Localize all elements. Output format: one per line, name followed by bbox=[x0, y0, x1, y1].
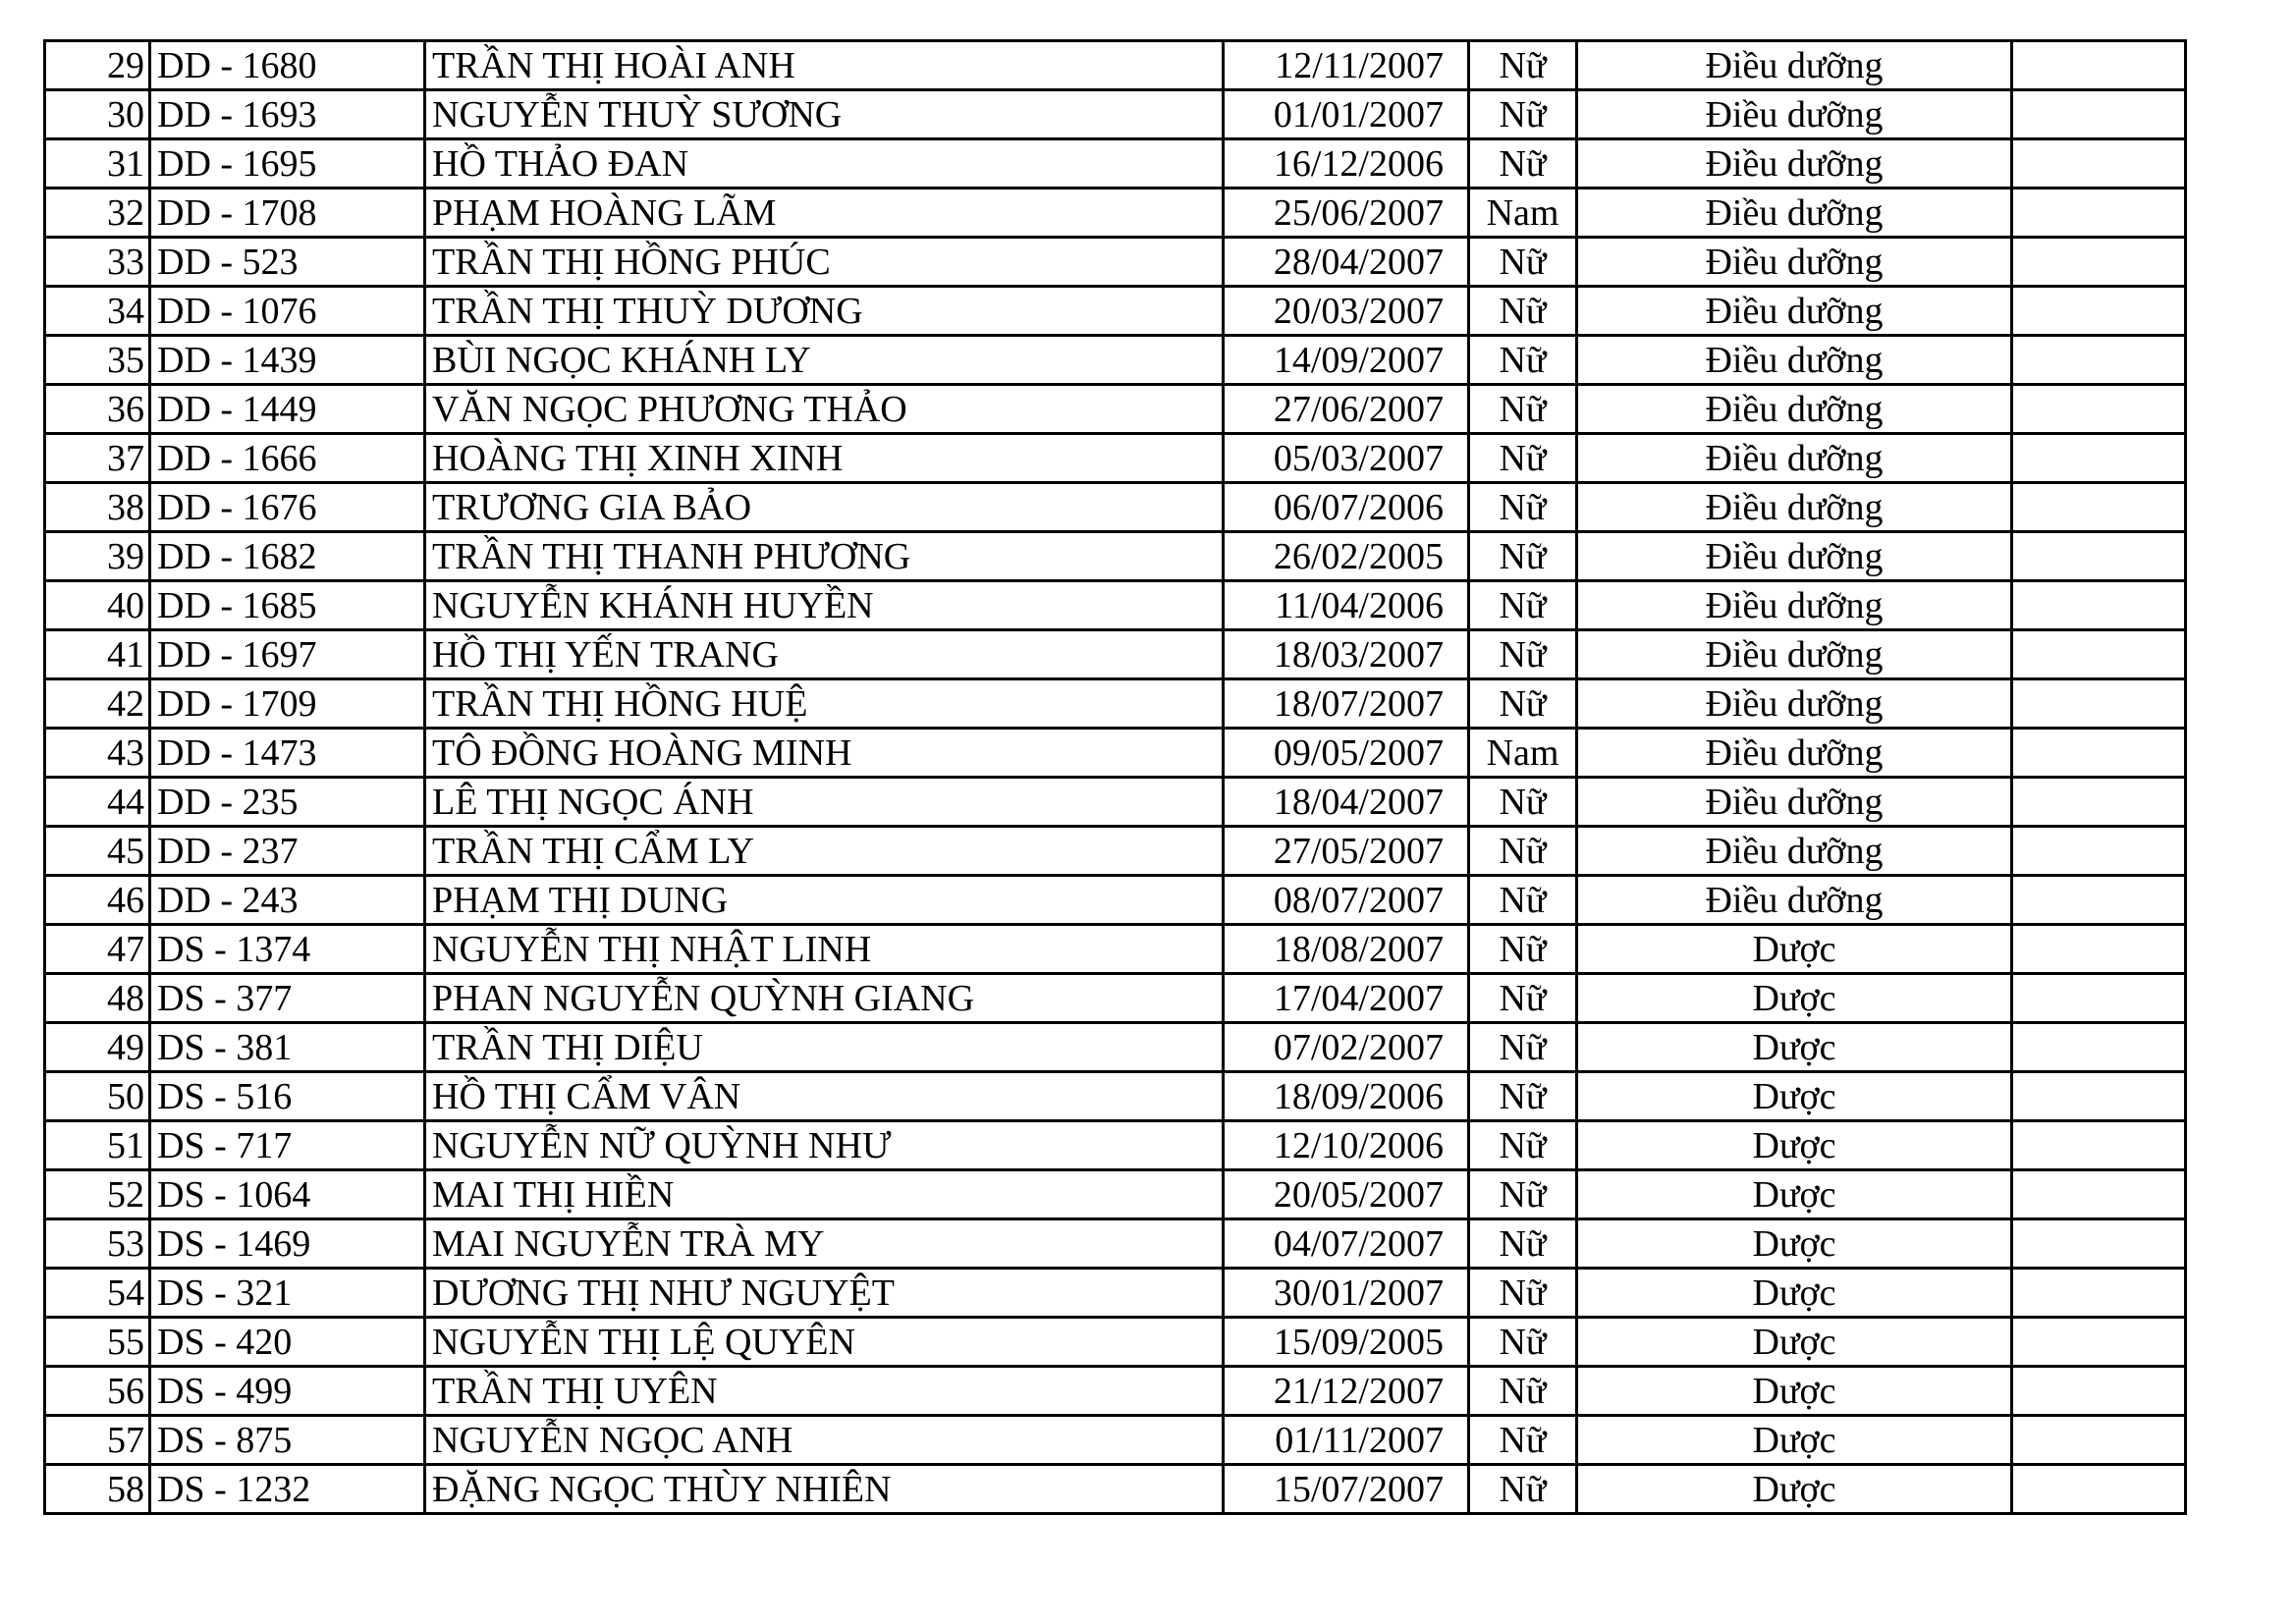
major-cell: Điều dưỡng bbox=[1577, 876, 2012, 925]
gender-cell: Nữ bbox=[1469, 1121, 1577, 1170]
student-name-cell: TÔ ĐỒNG HOÀNG MINH bbox=[425, 729, 1224, 778]
note-cell bbox=[2012, 139, 2186, 189]
student-name-cell: LÊ THỊ NGỌC ÁNH bbox=[425, 778, 1224, 827]
note-cell bbox=[2012, 1465, 2186, 1514]
student-name-cell: TRẦN THỊ HỒNG HUỆ bbox=[425, 679, 1224, 729]
student-code-cell: DD - 1473 bbox=[150, 729, 425, 778]
major-cell: Điều dưỡng bbox=[1577, 630, 2012, 679]
table-row bbox=[45, 974, 2186, 1023]
student-name-cell: BÙI NGỌC KHÁNH LY bbox=[425, 336, 1224, 385]
row-number-cell: 45 bbox=[45, 827, 150, 876]
student-code-cell: DD - 243 bbox=[150, 876, 425, 925]
student-code-cell: DS - 1232 bbox=[150, 1465, 425, 1514]
date-of-birth-cell: 15/09/2005 bbox=[1224, 1318, 1469, 1367]
table-row bbox=[45, 336, 2186, 385]
major-cell: Điều dưỡng bbox=[1577, 679, 2012, 729]
date-of-birth-cell: 12/11/2007 bbox=[1224, 41, 1469, 90]
date-of-birth-cell: 18/08/2007 bbox=[1224, 925, 1469, 974]
gender-cell: Nam bbox=[1469, 729, 1577, 778]
student-name-cell: TRẦN THỊ THUỲ DƯƠNG bbox=[425, 287, 1224, 336]
note-cell bbox=[2012, 581, 2186, 630]
student-name-cell: TRẦN THỊ CẨM LY bbox=[425, 827, 1224, 876]
date-of-birth-cell: 21/12/2007 bbox=[1224, 1367, 1469, 1416]
table-row bbox=[45, 630, 2186, 679]
note-cell bbox=[2012, 1416, 2186, 1465]
student-name-cell: PHẠM HOÀNG LÃM bbox=[425, 189, 1224, 238]
row-number-cell: 41 bbox=[45, 630, 150, 679]
major-cell: Dược bbox=[1577, 1072, 2012, 1121]
student-name-cell: NGUYỄN THỊ NHẬT LINH bbox=[425, 925, 1224, 974]
major-cell: Điều dưỡng bbox=[1577, 287, 2012, 336]
date-of-birth-cell: 27/06/2007 bbox=[1224, 385, 1469, 434]
note-cell bbox=[2012, 876, 2186, 925]
student-name-cell: DƯƠNG THỊ NHƯ NGUYỆT bbox=[425, 1269, 1224, 1318]
row-number-cell: 50 bbox=[45, 1072, 150, 1121]
row-number-cell: 46 bbox=[45, 876, 150, 925]
note-cell bbox=[2012, 827, 2186, 876]
major-cell: Điều dưỡng bbox=[1577, 827, 2012, 876]
gender-cell: Nữ bbox=[1469, 630, 1577, 679]
date-of-birth-cell: 01/01/2007 bbox=[1224, 90, 1469, 139]
major-cell: Dược bbox=[1577, 1269, 2012, 1318]
row-number-cell: 33 bbox=[45, 238, 150, 287]
major-cell: Điều dưỡng bbox=[1577, 434, 2012, 483]
major-cell: Điều dưỡng bbox=[1577, 41, 2012, 90]
row-number-cell: 36 bbox=[45, 385, 150, 434]
major-cell: Điều dưỡng bbox=[1577, 189, 2012, 238]
date-of-birth-cell: 06/07/2006 bbox=[1224, 483, 1469, 532]
table-row bbox=[45, 827, 2186, 876]
student-name-cell: TRẦN THỊ UYÊN bbox=[425, 1367, 1224, 1416]
note-cell bbox=[2012, 1170, 2186, 1219]
major-cell: Dược bbox=[1577, 1416, 2012, 1465]
major-cell: Dược bbox=[1577, 1367, 2012, 1416]
student-name-cell: HỒ THỊ CẨM VÂN bbox=[425, 1072, 1224, 1121]
note-cell bbox=[2012, 385, 2186, 434]
row-number-cell: 47 bbox=[45, 925, 150, 974]
table-row bbox=[45, 139, 2186, 189]
row-number-cell: 55 bbox=[45, 1318, 150, 1367]
date-of-birth-cell: 04/07/2007 bbox=[1224, 1219, 1469, 1269]
row-number-cell: 52 bbox=[45, 1170, 150, 1219]
gender-cell: Nữ bbox=[1469, 876, 1577, 925]
table-row bbox=[45, 238, 2186, 287]
gender-cell: Nữ bbox=[1469, 1023, 1577, 1072]
note-cell bbox=[2012, 1219, 2186, 1269]
student-code-cell: DS - 875 bbox=[150, 1416, 425, 1465]
gender-cell: Nữ bbox=[1469, 483, 1577, 532]
date-of-birth-cell: 18/04/2007 bbox=[1224, 778, 1469, 827]
note-cell bbox=[2012, 1121, 2186, 1170]
student-code-cell: DD - 1682 bbox=[150, 532, 425, 581]
major-cell: Dược bbox=[1577, 1318, 2012, 1367]
date-of-birth-cell: 14/09/2007 bbox=[1224, 336, 1469, 385]
note-cell bbox=[2012, 679, 2186, 729]
note-cell bbox=[2012, 1269, 2186, 1318]
date-of-birth-cell: 20/05/2007 bbox=[1224, 1170, 1469, 1219]
gender-cell: Nữ bbox=[1469, 90, 1577, 139]
student-code-cell: DD - 237 bbox=[150, 827, 425, 876]
student-name-cell: PHẠM THỊ DUNG bbox=[425, 876, 1224, 925]
row-number-cell: 53 bbox=[45, 1219, 150, 1269]
student-code-cell: DD - 1449 bbox=[150, 385, 425, 434]
major-cell: Điều dưỡng bbox=[1577, 729, 2012, 778]
student-name-cell: NGUYỄN NỮ QUỲNH NHƯ bbox=[425, 1121, 1224, 1170]
major-cell: Điều dưỡng bbox=[1577, 139, 2012, 189]
major-cell: Điều dưỡng bbox=[1577, 483, 2012, 532]
student-code-cell: DD - 1693 bbox=[150, 90, 425, 139]
row-number-cell: 57 bbox=[45, 1416, 150, 1465]
gender-cell: Nữ bbox=[1469, 41, 1577, 90]
table-row bbox=[45, 1072, 2186, 1121]
student-code-cell: DD - 235 bbox=[150, 778, 425, 827]
note-cell bbox=[2012, 1023, 2186, 1072]
student-code-cell: DS - 420 bbox=[150, 1318, 425, 1367]
student-code-cell: DS - 1469 bbox=[150, 1219, 425, 1269]
row-number-cell: 43 bbox=[45, 729, 150, 778]
table-row bbox=[45, 532, 2186, 581]
gender-cell: Nữ bbox=[1469, 287, 1577, 336]
table-row bbox=[45, 90, 2186, 139]
note-cell bbox=[2012, 238, 2186, 287]
date-of-birth-cell: 11/04/2006 bbox=[1224, 581, 1469, 630]
table-row bbox=[45, 1269, 2186, 1318]
date-of-birth-cell: 25/06/2007 bbox=[1224, 189, 1469, 238]
table-row bbox=[45, 1318, 2186, 1367]
date-of-birth-cell: 28/04/2007 bbox=[1224, 238, 1469, 287]
student-name-cell: TRẦN THỊ DIỆU bbox=[425, 1023, 1224, 1072]
row-number-cell: 30 bbox=[45, 90, 150, 139]
note-cell bbox=[2012, 729, 2186, 778]
student-code-cell: DS - 377 bbox=[150, 974, 425, 1023]
gender-cell: Nữ bbox=[1469, 238, 1577, 287]
student-name-cell: PHAN NGUYỄN QUỲNH GIANG bbox=[425, 974, 1224, 1023]
student-code-cell: DD - 1439 bbox=[150, 336, 425, 385]
gender-cell: Nữ bbox=[1469, 434, 1577, 483]
note-cell bbox=[2012, 483, 2186, 532]
student-code-cell: DD - 1709 bbox=[150, 679, 425, 729]
note-cell bbox=[2012, 532, 2186, 581]
student-name-cell: MAI NGUYỄN TRÀ MY bbox=[425, 1219, 1224, 1269]
gender-cell: Nữ bbox=[1469, 974, 1577, 1023]
date-of-birth-cell: 09/05/2007 bbox=[1224, 729, 1469, 778]
row-number-cell: 51 bbox=[45, 1121, 150, 1170]
date-of-birth-cell: 26/02/2005 bbox=[1224, 532, 1469, 581]
student-code-cell: DD - 1685 bbox=[150, 581, 425, 630]
row-number-cell: 48 bbox=[45, 974, 150, 1023]
date-of-birth-cell: 17/04/2007 bbox=[1224, 974, 1469, 1023]
date-of-birth-cell: 16/12/2006 bbox=[1224, 139, 1469, 189]
major-cell: Điều dưỡng bbox=[1577, 532, 2012, 581]
gender-cell: Nữ bbox=[1469, 925, 1577, 974]
major-cell: Điều dưỡng bbox=[1577, 238, 2012, 287]
note-cell bbox=[2012, 336, 2186, 385]
gender-cell: Nữ bbox=[1469, 581, 1577, 630]
major-cell: Dược bbox=[1577, 1465, 2012, 1514]
date-of-birth-cell: 18/03/2007 bbox=[1224, 630, 1469, 679]
gender-cell: Nữ bbox=[1469, 1416, 1577, 1465]
table-row bbox=[45, 1416, 2186, 1465]
student-name-cell: HOÀNG THỊ XINH XINH bbox=[425, 434, 1224, 483]
major-cell: Dược bbox=[1577, 1170, 2012, 1219]
table-body bbox=[45, 41, 2186, 1514]
gender-cell: Nữ bbox=[1469, 336, 1577, 385]
date-of-birth-cell: 12/10/2006 bbox=[1224, 1121, 1469, 1170]
gender-cell: Nữ bbox=[1469, 1465, 1577, 1514]
date-of-birth-cell: 07/02/2007 bbox=[1224, 1023, 1469, 1072]
table-row bbox=[45, 1219, 2186, 1269]
row-number-cell: 31 bbox=[45, 139, 150, 189]
table-row bbox=[45, 925, 2186, 974]
major-cell: Điều dưỡng bbox=[1577, 336, 2012, 385]
table-row bbox=[45, 581, 2186, 630]
student-name-cell: NGUYỄN KHÁNH HUYỀN bbox=[425, 581, 1224, 630]
date-of-birth-cell: 30/01/2007 bbox=[1224, 1269, 1469, 1318]
gender-cell: Nữ bbox=[1469, 385, 1577, 434]
date-of-birth-cell: 05/03/2007 bbox=[1224, 434, 1469, 483]
gender-cell: Nữ bbox=[1469, 827, 1577, 876]
student-code-cell: DD - 1695 bbox=[150, 139, 425, 189]
note-cell bbox=[2012, 974, 2186, 1023]
student-name-cell: TRẦN THỊ HOÀI ANH bbox=[425, 41, 1224, 90]
student-code-cell: DD - 1680 bbox=[150, 41, 425, 90]
student-code-cell: DD - 1666 bbox=[150, 434, 425, 483]
student-code-cell: DD - 1708 bbox=[150, 189, 425, 238]
gender-cell: Nữ bbox=[1469, 1318, 1577, 1367]
table-row bbox=[45, 1170, 2186, 1219]
note-cell bbox=[2012, 925, 2186, 974]
gender-cell: Nữ bbox=[1469, 1367, 1577, 1416]
student-name-cell: MAI THỊ HIỀN bbox=[425, 1170, 1224, 1219]
student-code-cell: DD - 523 bbox=[150, 238, 425, 287]
date-of-birth-cell: 20/03/2007 bbox=[1224, 287, 1469, 336]
student-name-cell: NGUYỄN THỊ LỆ QUYÊN bbox=[425, 1318, 1224, 1367]
row-number-cell: 39 bbox=[45, 532, 150, 581]
gender-cell: Nữ bbox=[1469, 139, 1577, 189]
table-row bbox=[45, 287, 2186, 336]
table-row bbox=[45, 483, 2186, 532]
major-cell: Dược bbox=[1577, 925, 2012, 974]
row-number-cell: 34 bbox=[45, 287, 150, 336]
major-cell: Điều dưỡng bbox=[1577, 385, 2012, 434]
gender-cell: Nam bbox=[1469, 189, 1577, 238]
major-cell: Dược bbox=[1577, 1219, 2012, 1269]
major-cell: Dược bbox=[1577, 1121, 2012, 1170]
gender-cell: Nữ bbox=[1469, 1170, 1577, 1219]
student-code-cell: DS - 321 bbox=[150, 1269, 425, 1318]
student-code-cell: DD - 1697 bbox=[150, 630, 425, 679]
student-code-cell: DD - 1076 bbox=[150, 287, 425, 336]
gender-cell: Nữ bbox=[1469, 1269, 1577, 1318]
gender-cell: Nữ bbox=[1469, 1072, 1577, 1121]
student-name-cell: HỒ THẢO ĐAN bbox=[425, 139, 1224, 189]
date-of-birth-cell: 18/07/2007 bbox=[1224, 679, 1469, 729]
table-row bbox=[45, 1367, 2186, 1416]
table-row bbox=[45, 778, 2186, 827]
table-row bbox=[45, 41, 2186, 90]
table-row bbox=[45, 1121, 2186, 1170]
row-number-cell: 44 bbox=[45, 778, 150, 827]
row-number-cell: 56 bbox=[45, 1367, 150, 1416]
major-cell: Điều dưỡng bbox=[1577, 90, 2012, 139]
row-number-cell: 54 bbox=[45, 1269, 150, 1318]
row-number-cell: 40 bbox=[45, 581, 150, 630]
date-of-birth-cell: 01/11/2007 bbox=[1224, 1416, 1469, 1465]
student-name-cell: TRẦN THỊ THANH PHƯƠNG bbox=[425, 532, 1224, 581]
row-number-cell: 29 bbox=[45, 41, 150, 90]
major-cell: Điều dưỡng bbox=[1577, 778, 2012, 827]
row-number-cell: 32 bbox=[45, 189, 150, 238]
table-row bbox=[45, 876, 2186, 925]
row-number-cell: 49 bbox=[45, 1023, 150, 1072]
major-cell: Dược bbox=[1577, 974, 2012, 1023]
table-row bbox=[45, 1023, 2186, 1072]
date-of-birth-cell: 15/07/2007 bbox=[1224, 1465, 1469, 1514]
student-code-cell: DS - 717 bbox=[150, 1121, 425, 1170]
student-code-cell: DS - 516 bbox=[150, 1072, 425, 1121]
student-code-cell: DS - 381 bbox=[150, 1023, 425, 1072]
student-name-cell: HỒ THỊ YẾN TRANG bbox=[425, 630, 1224, 679]
student-table bbox=[43, 39, 2187, 1515]
row-number-cell: 35 bbox=[45, 336, 150, 385]
student-code-cell: DS - 1374 bbox=[150, 925, 425, 974]
table-row bbox=[45, 1465, 2186, 1514]
note-cell bbox=[2012, 1318, 2186, 1367]
student-code-cell: DS - 1064 bbox=[150, 1170, 425, 1219]
date-of-birth-cell: 08/07/2007 bbox=[1224, 876, 1469, 925]
note-cell bbox=[2012, 189, 2186, 238]
note-cell bbox=[2012, 434, 2186, 483]
row-number-cell: 58 bbox=[45, 1465, 150, 1514]
gender-cell: Nữ bbox=[1469, 778, 1577, 827]
student-name-cell: ĐẶNG NGỌC THÙY NHIÊN bbox=[425, 1465, 1224, 1514]
row-number-cell: 42 bbox=[45, 679, 150, 729]
gender-cell: Nữ bbox=[1469, 532, 1577, 581]
table-row bbox=[45, 679, 2186, 729]
note-cell bbox=[2012, 1072, 2186, 1121]
table-row bbox=[45, 385, 2186, 434]
student-name-cell: VĂN NGỌC PHƯƠNG THẢO bbox=[425, 385, 1224, 434]
note-cell bbox=[2012, 778, 2186, 827]
student-name-cell: TRẦN THỊ HỒNG PHÚC bbox=[425, 238, 1224, 287]
note-cell bbox=[2012, 630, 2186, 679]
student-name-cell: NGUYỄN NGỌC ANH bbox=[425, 1416, 1224, 1465]
major-cell: Dược bbox=[1577, 1023, 2012, 1072]
table-row bbox=[45, 189, 2186, 238]
note-cell bbox=[2012, 90, 2186, 139]
row-number-cell: 37 bbox=[45, 434, 150, 483]
student-name-cell: NGUYỄN THUỲ SƯƠNG bbox=[425, 90, 1224, 139]
table-row bbox=[45, 729, 2186, 778]
student-name-cell: TRƯƠNG GIA BẢO bbox=[425, 483, 1224, 532]
note-cell bbox=[2012, 1367, 2186, 1416]
note-cell bbox=[2012, 41, 2186, 90]
student-code-cell: DS - 499 bbox=[150, 1367, 425, 1416]
gender-cell: Nữ bbox=[1469, 1219, 1577, 1269]
date-of-birth-cell: 27/05/2007 bbox=[1224, 827, 1469, 876]
note-cell bbox=[2012, 287, 2186, 336]
table-row bbox=[45, 434, 2186, 483]
gender-cell: Nữ bbox=[1469, 679, 1577, 729]
date-of-birth-cell: 18/09/2006 bbox=[1224, 1072, 1469, 1121]
major-cell: Điều dưỡng bbox=[1577, 581, 2012, 630]
row-number-cell: 38 bbox=[45, 483, 150, 532]
student-code-cell: DD - 1676 bbox=[150, 483, 425, 532]
